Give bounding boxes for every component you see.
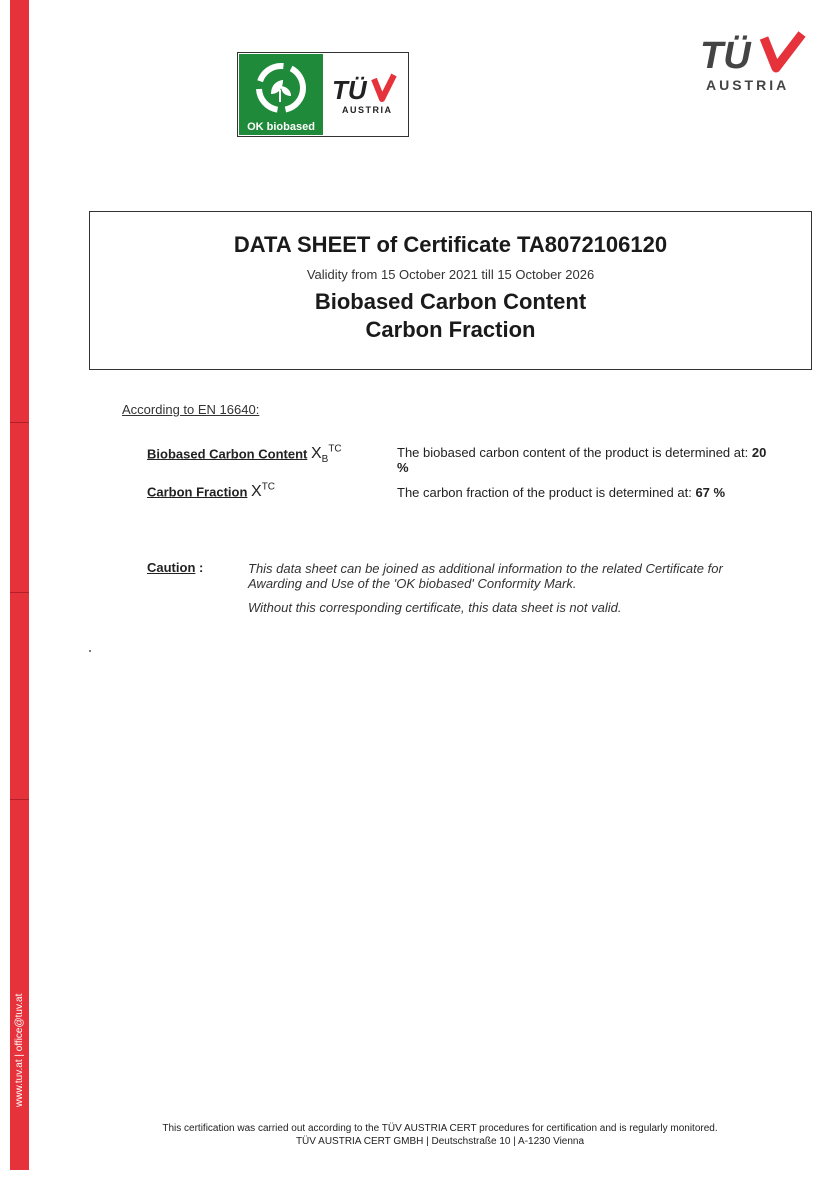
subtitle-biobased-carbon-content: Biobased Carbon Content — [314, 289, 587, 314]
page-title: DATA SHEET of Certificate TA8072106120 — [233, 232, 668, 257]
footer-line-2: TÜV AUSTRIA CERT GMBH | Deutschstraße 10 | A-1230 Vienna — [295, 1136, 585, 1147]
sidebar-contact-text: www.tuv.at | office@tuv.at — [14, 993, 25, 1107]
tuv-austria-logo — [700, 30, 808, 94]
value-carbon-fraction: 67 % — [695, 485, 726, 500]
ok-biobased-mark — [239, 54, 323, 135]
symbol-x-tc: $X^{TC}$ — [251, 482, 276, 501]
stray-dot — [89, 650, 91, 652]
term-label: Biobased Carbon Content — [147, 446, 308, 462]
symbol-xb-tc: $X_B^{TC}$ — [310, 444, 342, 466]
certification-logo — [237, 52, 409, 137]
footer — [40, 1122, 833, 1148]
value-biobased-carbon-content: 20 % — [397, 445, 767, 475]
term-biobased-carbon-content — [147, 444, 342, 466]
caution-text — [248, 561, 748, 624]
subtitle-carbon-fraction: Carbon Fraction — [365, 317, 536, 342]
term-label: Carbon Fraction — [147, 484, 248, 500]
recycle-leaves-icon — [253, 60, 309, 116]
svg-text:AUSTRIA: AUSTRIA — [706, 77, 790, 93]
term-carbon-fraction — [147, 482, 275, 501]
svg-text:TÜ: TÜ — [700, 35, 751, 77]
tuv-austria-logo-small — [332, 73, 402, 117]
data-sheet-header — [89, 211, 812, 370]
svg-text:AUSTRIA: AUSTRIA — [342, 105, 393, 115]
caution-paragraph-2: Without this corresponding certificate, this data sheet is not valid. — [248, 600, 622, 615]
standard-reference: According to EN 16640: — [122, 402, 260, 417]
description-biobased-carbon-content: The biobased carbon content of the product is determined at: 20 % — [397, 445, 767, 475]
description-carbon-fraction: The carbon fraction of the product is determined at: 67 % — [397, 485, 726, 500]
validity-period: Validity from 15 October 2021 till 15 October 2026 — [306, 267, 595, 282]
footer-line-1: This certification was carried out according to the TÜV AUSTRIA CERT procedures for certification and is regularly monitored. — [162, 1123, 718, 1134]
caution-label: Caution : — [147, 560, 204, 575]
caution-paragraph-1: This data sheet can be joined as additional information to the related Certificate for Awarding and Use of the 'OK biobased' Conformity Mark. — [248, 561, 723, 591]
ok-biobased-label: OK biobased — [247, 121, 315, 133]
svg-text:TÜ: TÜ — [332, 75, 367, 105]
